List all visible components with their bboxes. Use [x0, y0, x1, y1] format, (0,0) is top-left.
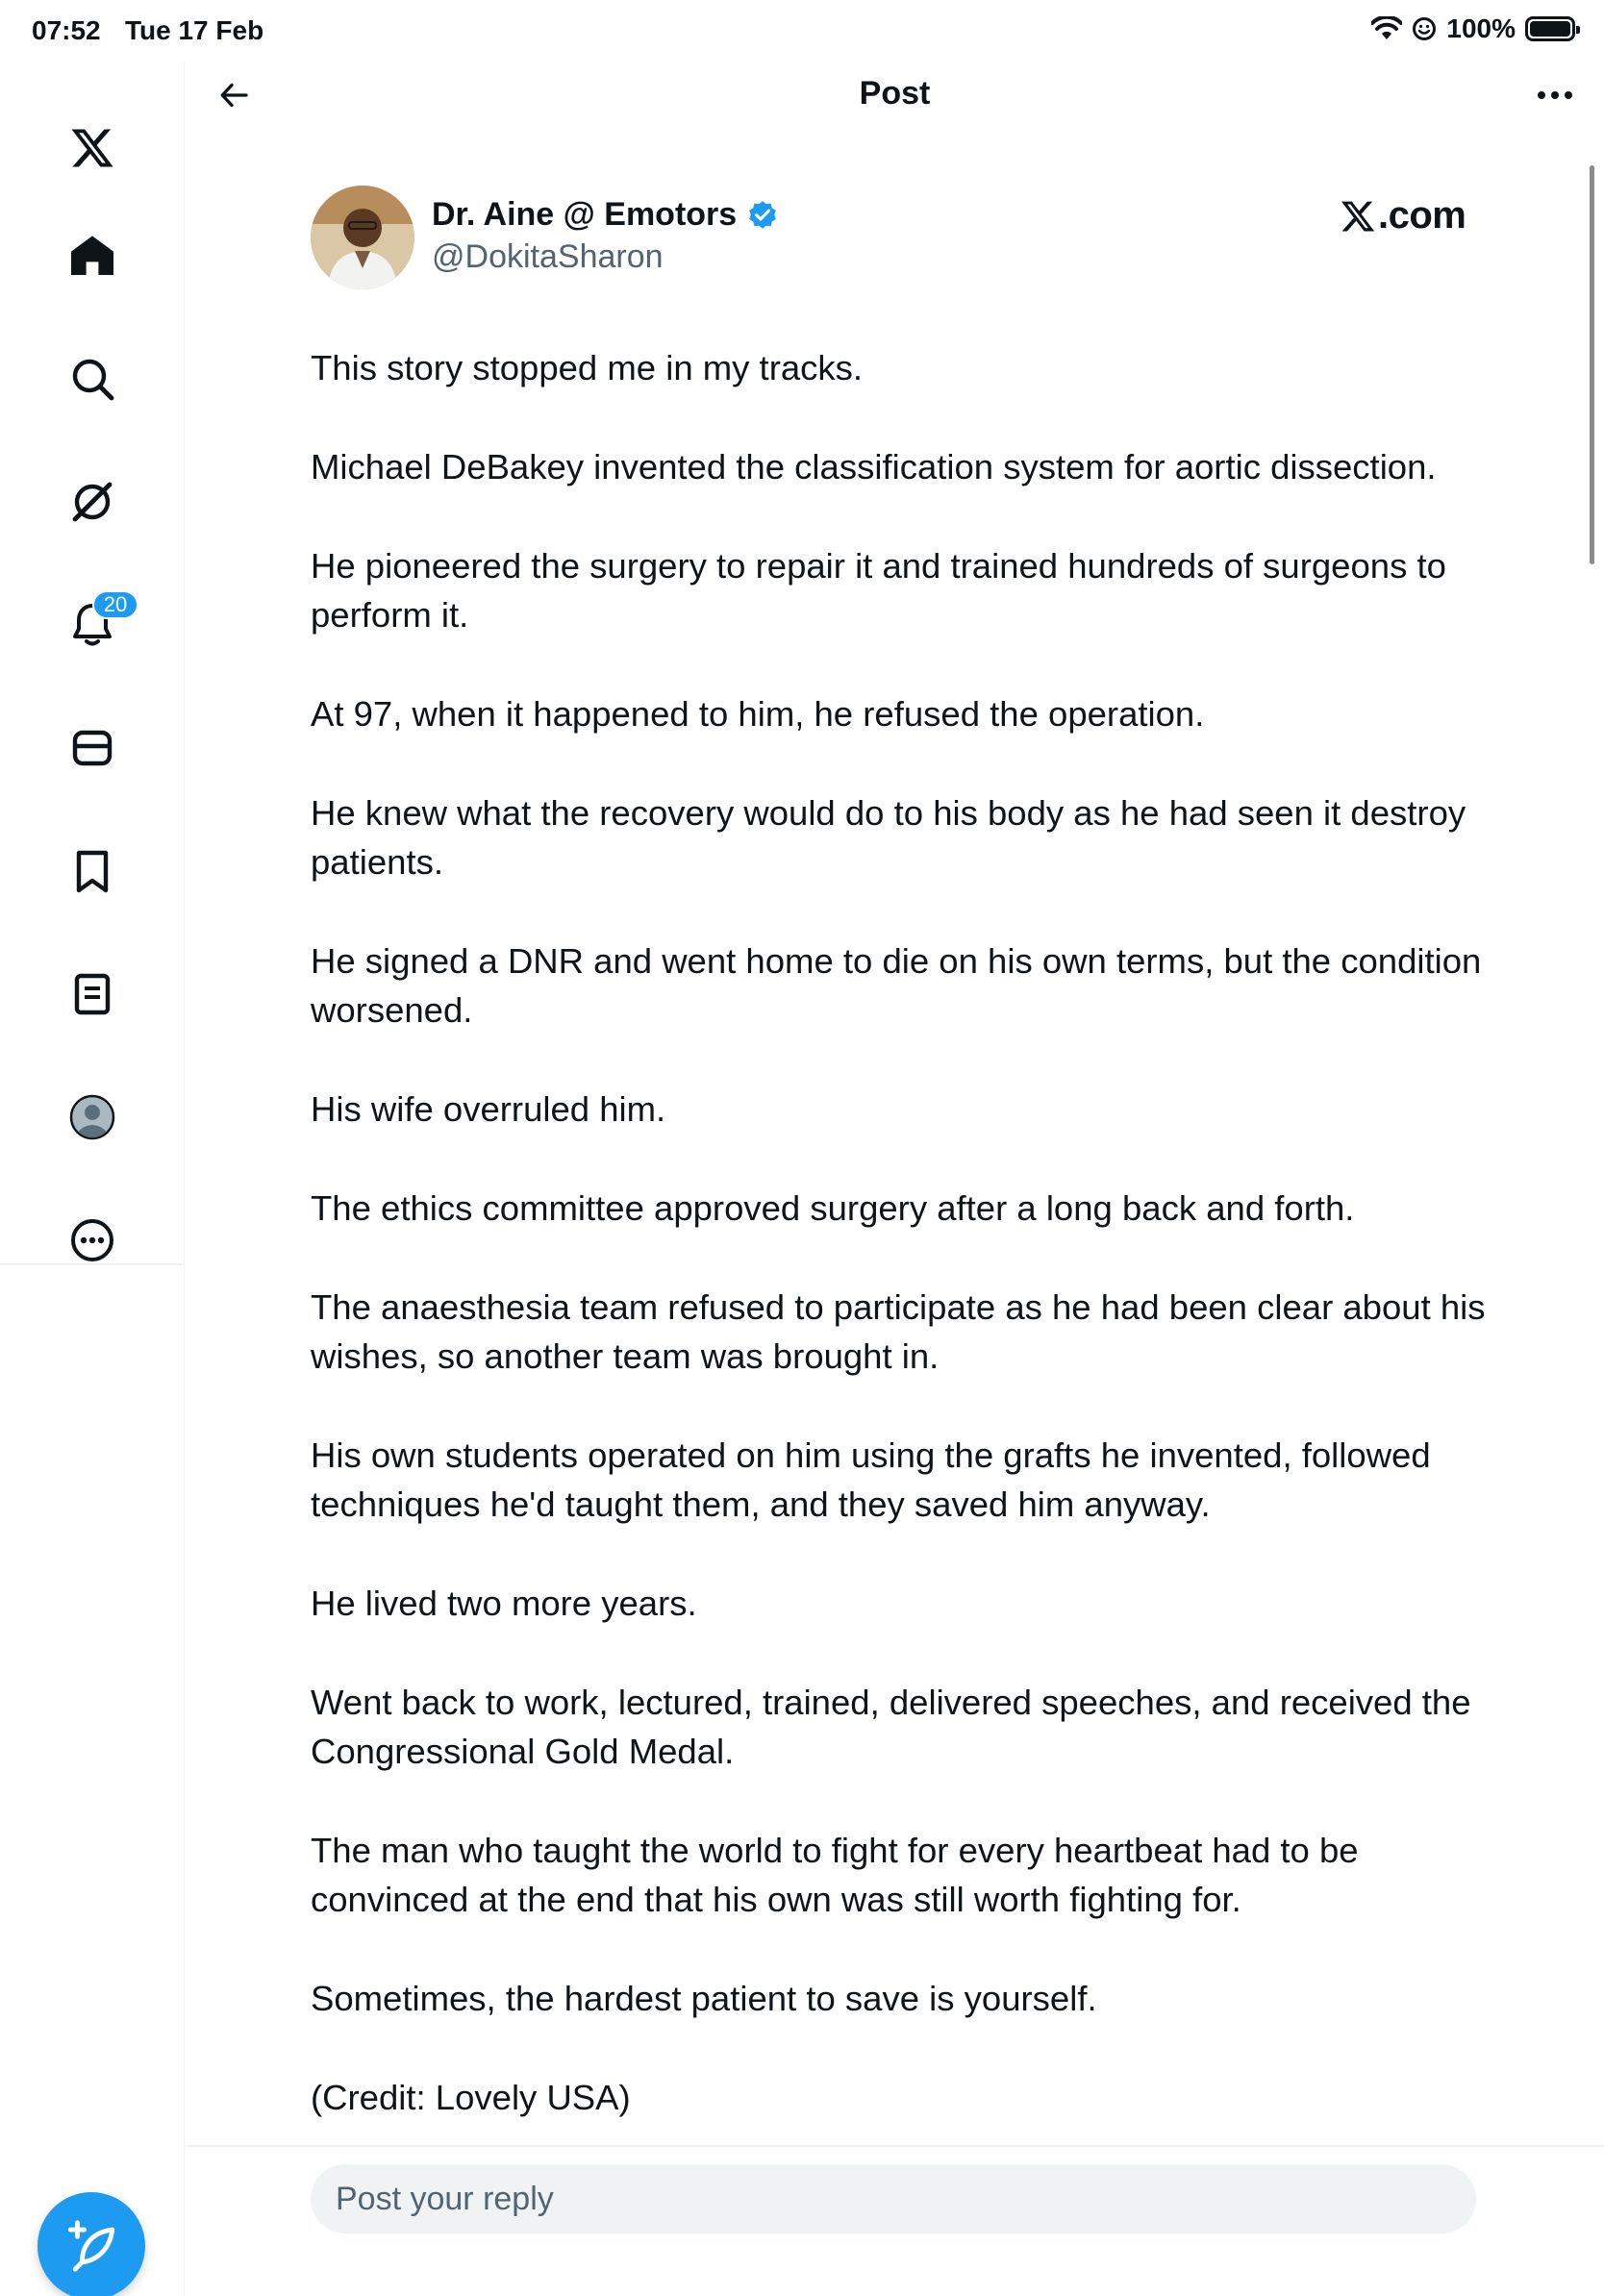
search-icon[interactable] — [54, 340, 131, 417]
x-logo-mark-icon — [1340, 198, 1376, 235]
reply-divider — [186, 2145, 1604, 2147]
author-name-row[interactable] — [432, 196, 779, 234]
post-paragraph: (Credit: Lovely USA) — [311, 2078, 631, 2117]
post-paragraph: He pioneered the surgery to repair it and trained hundreds of surgeons to perform it. — [311, 546, 1446, 635]
post-body — [311, 343, 1493, 2141]
post-paragraph: His own students operated on him using the grafts he invented, followed techniques he'd taught them, and they saved him anyway. — [311, 1435, 1431, 1524]
messages-icon[interactable] — [54, 710, 131, 786]
status-bar — [0, 0, 1604, 62]
x-com-logo — [1340, 194, 1466, 237]
reply-input[interactable]: Post your reply — [311, 2164, 1476, 2234]
post-paragraph: This story stopped me in my tracks. — [311, 348, 864, 387]
post-paragraph: Sometimes, the hardest patient to save is yourself. — [311, 1979, 1097, 2018]
page-title: Post — [859, 75, 931, 112]
post-paragraph: He knew what the recovery would do to his body as he had seen it destroy patients. — [311, 793, 1466, 882]
author-avatar[interactable] — [311, 186, 414, 289]
compose-feather-icon — [63, 2218, 119, 2274]
post-paragraph: He lived two more years. — [311, 1584, 697, 1623]
post-more-button[interactable] — [1529, 69, 1581, 121]
status-time: 07:52 — [32, 15, 101, 45]
author-name[interactable]: Dr. Aine @ Emotors — [432, 196, 738, 233]
more-icon[interactable] — [54, 1202, 131, 1279]
battery-icon — [1525, 16, 1575, 41]
lists-icon[interactable] — [54, 956, 131, 1033]
x-logo-icon[interactable] — [54, 110, 131, 187]
home-icon[interactable] — [54, 217, 131, 294]
sidebar — [0, 62, 185, 2296]
notification-badge: 20 — [92, 590, 138, 619]
post-paragraph: The man who taught the world to fight for every heartbeat had to be convinced at the end that his own was still worth fighting for. — [311, 1831, 1359, 1919]
bookmarks-icon[interactable] — [54, 833, 131, 910]
sidebar-divider — [0, 1263, 185, 1265]
scrollbar[interactable] — [1590, 165, 1594, 564]
verified-badge-icon — [746, 199, 779, 232]
more-horizontal-icon — [1536, 89, 1574, 101]
post-paragraph: Michael DeBakey invented the classification system for aortic dissection. — [311, 447, 1437, 487]
x-com-text: .com — [1378, 194, 1466, 237]
avatar-photo — [311, 186, 414, 289]
post-paragraph: His wife overruled him. — [311, 1089, 666, 1129]
battery-percent: 100% — [1446, 13, 1516, 43]
post-paragraph: Went back to work, lectured, trained, delivered speeches, and received the Congressional Gold Medal. — [311, 1683, 1471, 1771]
profile-avatar-icon[interactable] — [54, 1079, 131, 1156]
post-header — [186, 62, 1604, 129]
status-date: Tue 17 Feb — [125, 15, 264, 45]
wifi-icon — [1371, 16, 1402, 41]
post-paragraph: He signed a DNR and went home to die on his own terms, but the condition worsened. — [311, 941, 1482, 1030]
author-handle[interactable]: @DokitaSharon — [432, 238, 664, 275]
post-paragraph: The anaesthesia team refused to participate as he had been clear about his wishes, so another team was brought in. — [311, 1287, 1486, 1376]
compose-button[interactable] — [38, 2192, 145, 2296]
post-paragraph: The ethics committee approved surgery after a long back and forth. — [311, 1188, 1355, 1228]
grok-icon[interactable] — [54, 463, 131, 540]
focus-smiley-icon — [1412, 16, 1437, 41]
status-indicators — [1371, 13, 1575, 44]
post-paragraph: At 97, when it happened to him, he refused the operation. — [311, 694, 1205, 734]
notifications-icon[interactable] — [54, 586, 131, 663]
